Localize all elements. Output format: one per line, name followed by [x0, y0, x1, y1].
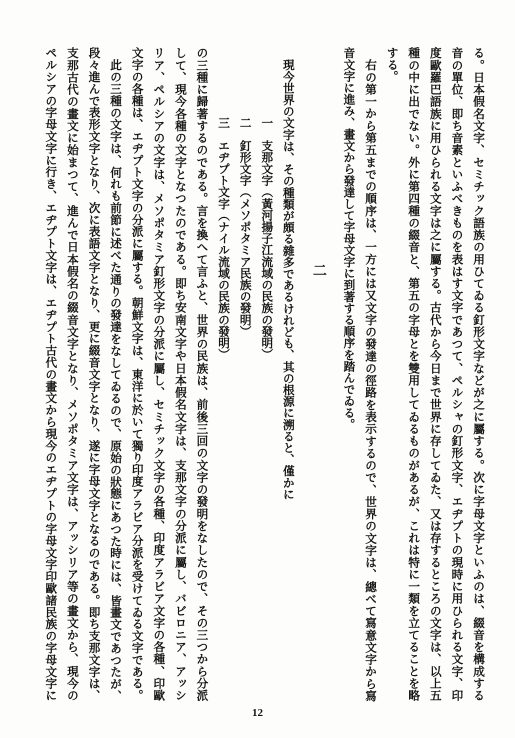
page-number: 12 [252, 707, 263, 719]
list-item-number: 二 [238, 117, 253, 129]
paragraph-5-line: 此の三種の文字は、何れも前節に述べた通りの發達をなしてゐるので、原始の狀態にあつた時には、皆畫文であつたが、 [109, 58, 124, 701]
paragraph-4-line: して、現今各種の文字となつたのである。即ち安南文字や日本假名文字は、支那文字の分派に屬し、バビロニア、アッシ [173, 47, 188, 701]
list-item-number: 三 [217, 117, 232, 129]
origin-list-item [212, 47, 234, 701]
paragraph-1-line: る。日本假名文字、セミチック語族の用ひてゐる釘形文字などが之に屬する。次に字母文字といふのは、綴音を構成する [472, 47, 486, 701]
paragraph-1-line: 種の中に出でない。外に第四種の綴音と、第五の字母とを雙用してゐるものがあるが、これは特に一類を立てることを略 [407, 47, 422, 701]
paragraph-1-line: 度歐羅巴語族に用ひられる文字は之に屬する。古代から今日まで世界に存してゐた、又は存するところの文字は、以上五 [428, 47, 443, 701]
paragraph-5-line: 支那古代の畫文に始まつて、進んで日本假名の綴音文字となり、メソポタミア文字は、アッシリア等の畫文から、現今の [65, 47, 80, 701]
origin-list-item [234, 47, 256, 701]
list-item-number: 一 [260, 117, 275, 129]
vertical-text-block [40, 47, 489, 701]
section-heading: 二 [310, 263, 327, 277]
list-item-text: 支那文字（黃河揚子江流域の民族の發明） [260, 139, 275, 361]
paragraph-1-line: する。 [385, 47, 400, 82]
paragraph-4-line: の三種に歸著するのである。言を換へて言ふと、世界の民族は、前後三回の文字の發明をなしたので、その三つから分派 [195, 47, 210, 701]
paragraph-2-line: 音文字に進み、畫文から發達して字母文字に到著する順序を踏んでゐる。 [342, 47, 357, 430]
origin-list-item [256, 47, 278, 701]
list-item-text: 釘形文字（メソポタミア民族の發明） [238, 139, 253, 337]
paragraph-5-line: 段々進んで表形文字となり、次に表語文字となり、更に綴音文字となり、遂に字母文字となるのである。即ち支那文字は、 [87, 47, 102, 701]
paragraph-4-line: リア、ペルシアの文字は、メソポタミア釘形文字の分派に屬し、セミチック文字の各種、印度アラビア文字の各種、印歐 [152, 47, 167, 701]
paragraph-3-line: 現今世界の文字は、その種類が頗る雜多であるけれども、其の根源に溯ると、僅かに [281, 58, 296, 500]
paragraph-2-line: 右の第一から第五までの順序は、一方には又文字の發達の徑路を表示するので、世界の文字は、總べて寫意文字から寫 [364, 58, 379, 701]
paragraph-1-line: 音の單位、即ち音素といふべきものを表はす文字であつて、ペルシャの釘形文字、エヂプトの現時に用ひられる文字、印 [450, 47, 465, 701]
paragraph-4-line: 文字の各種は、エヂプト文字の分派に屬する。朝鮮文字は、東洋に於いて獨り印度アラビア分派を受けてゐる文字である。 [130, 47, 145, 701]
list-item-text: エヂプト文字（ナイル流域の民族の發明） [217, 139, 232, 361]
paragraph-5-line: ペルシアの字母文字に行き、エヂプト文字は、エヂプト古代の畫文から現今のエヂプトの字母文字印歐諸民族の字母文字に [44, 47, 59, 701]
